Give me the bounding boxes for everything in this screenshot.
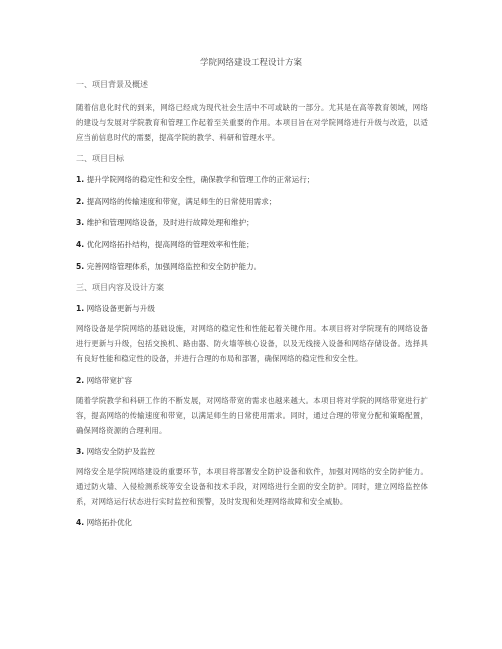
subsection-title: 网络安全防护及监控: [84, 446, 155, 456]
subsection-number: 2.: [76, 375, 85, 385]
goal-number: 2.: [76, 196, 85, 206]
section-paragraph-background: 随着信息化时代的到来，网络已经成为现代社会生活中不可或缺的一部分。尤其是在高等教育领域，网络的建设与发展对学院教育和管理工作起着至关重要的作用。本项目旨在对学院网络进行升级与改造，以适应当前信息时代的需要，提高学院的教学、科研和管理水平。: [76, 103, 428, 143]
subsection-title: 网络拓扑优化: [84, 518, 133, 528]
document-body: [76, 79, 428, 535]
subsection-heading: [76, 303, 428, 315]
goal-text: 优化网络拓扑结构，提高网络的管理效率和性能；: [84, 240, 254, 250]
subsection-number: 4.: [76, 518, 85, 528]
section-heading-background: 一、项目背景及概述: [76, 80, 148, 89]
subsection-paragraph: 随着学院教学和科研工作的不断发展，对网络带宽的需求也越来越大。本项目将对学院的网络带宽进行扩容，提高网络的传输速度和带宽，以满足师生的日常使用需求。同时，通过合理的带宽分配和策略配置，确保网络资源的合理利用。: [76, 395, 428, 435]
subsection-title: 网络带宽扩容: [84, 375, 133, 385]
goal-text: 提高网络的传输速度和带宽，满足师生的日常使用需求；: [84, 196, 277, 206]
subsection-number: 3.: [76, 446, 85, 456]
goal-number: 5.: [76, 261, 85, 271]
subsection-number: 1.: [76, 304, 85, 314]
subsection-paragraph: 网络安全是学院网络建设的重要环节，本项目将部署安全防护设备和软件，加强对网络的安全防护能力。通过防火墙、入侵检测系统等安全设备和技术手段，对网络进行全面的安全防护。同时，建立网络监控体系，对网络运行状态进行实时监控和预警，及时发现和处理网络故障和安全威胁。: [76, 466, 428, 506]
section-heading-goals: 二、项目目标: [76, 154, 124, 164]
goal-item: [76, 174, 428, 186]
goal-number: 1.: [76, 175, 85, 185]
subsection-title: 网络设备更新与升级: [84, 304, 155, 314]
subsection-heading: [76, 375, 428, 387]
goal-item: [76, 196, 428, 208]
subsection-heading: [76, 517, 428, 529]
subsection-heading: [76, 446, 428, 458]
goal-text: 完善网络管理体系，加强网络监控和安全防护能力。: [84, 261, 262, 271]
goal-number: 4.: [76, 240, 85, 250]
subsection-paragraph: 网络设备是学院网络的基础设施，对网络的稳定性和性能起着关键作用。本项目将对学院现有的网络设备进行更新与升级，包括交换机、路由器、防火墙等核心设备，以及无线接入设备和网络存储设备。选择具有良好性能和稳定性的设备，并进行合理的布局和部署，确保网络的稳定性和安全性。: [76, 324, 428, 364]
goal-item: [76, 239, 428, 251]
goal-item: [76, 217, 428, 229]
goal-text: 提升学院网络的稳定性和安全性，确保教学和管理工作的正常运行；: [84, 175, 315, 185]
goal-text: 维护和管理网络设备，及时进行故障处理和维护；: [84, 218, 254, 228]
document-title: 学院网络建设工程设计方案: [199, 58, 302, 68]
section-heading-content-design: 三、项目内容及设计方案: [76, 283, 164, 293]
goal-number: 3.: [76, 218, 85, 228]
goal-item: [76, 261, 428, 273]
